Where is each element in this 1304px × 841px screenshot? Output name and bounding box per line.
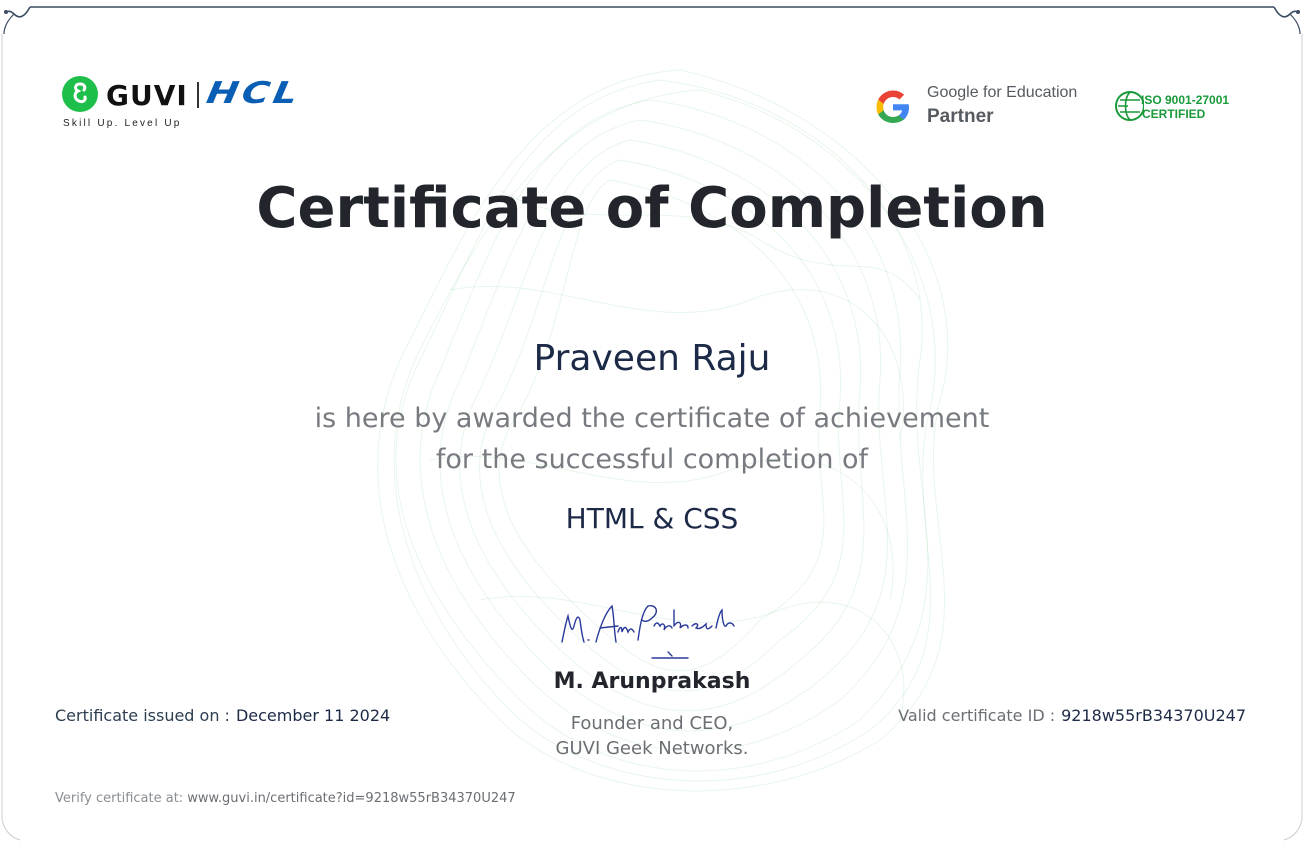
guvi-tagline: Skill Up. Level Up xyxy=(63,118,182,129)
guvi-wordmark: GUVI xyxy=(106,79,188,112)
award-text-line1: is here by awarded the certificate of achievement xyxy=(314,403,990,434)
signatory-organization: GUVI Geek Networks. xyxy=(555,738,749,759)
guvi-logo-icon xyxy=(62,76,98,112)
certificate-id-value: 9218w55rB34370U247 xyxy=(1061,706,1246,725)
google-g-icon xyxy=(872,86,914,128)
signature-image xyxy=(556,596,746,666)
google-partner-line2: Partner xyxy=(927,106,994,127)
guvi-hcl-logo xyxy=(62,76,362,136)
logo-divider xyxy=(197,82,199,108)
certificate-title: Certificate of Completion xyxy=(256,176,1048,241)
verify-url xyxy=(55,791,516,806)
award-text-line2: for the successful completion of xyxy=(435,444,869,475)
hcl-wordmark: HCL xyxy=(203,76,305,111)
issue-date-value: December 11 2024 xyxy=(235,706,391,725)
certificate-id-label: Valid certificate ID : xyxy=(898,706,1056,725)
google-partner-line1: Google for Education xyxy=(927,84,1078,101)
recipient-name: Praveen Raju xyxy=(533,338,771,379)
signatory-name: M. Arunprakash xyxy=(553,669,751,694)
globe-icon xyxy=(1114,86,1144,126)
signatory-title: Founder and CEO, xyxy=(570,713,734,734)
google-partner-badge xyxy=(872,84,1102,134)
verify-label: Verify certificate at: xyxy=(55,791,184,806)
issue-date-label: Certificate issued on : xyxy=(55,706,230,725)
iso-line2: CERTIFIED xyxy=(1142,107,1206,121)
verify-link[interactable]: www.guvi.in/certificate?id=9218w55rB34370U247 xyxy=(187,791,516,806)
certificate-id xyxy=(898,706,1246,725)
course-name: HTML & CSS xyxy=(565,502,739,535)
issue-date xyxy=(55,706,390,725)
iso-certified-badge xyxy=(1114,86,1254,126)
iso-line1: ISO 9001-27001 xyxy=(1141,93,1230,107)
